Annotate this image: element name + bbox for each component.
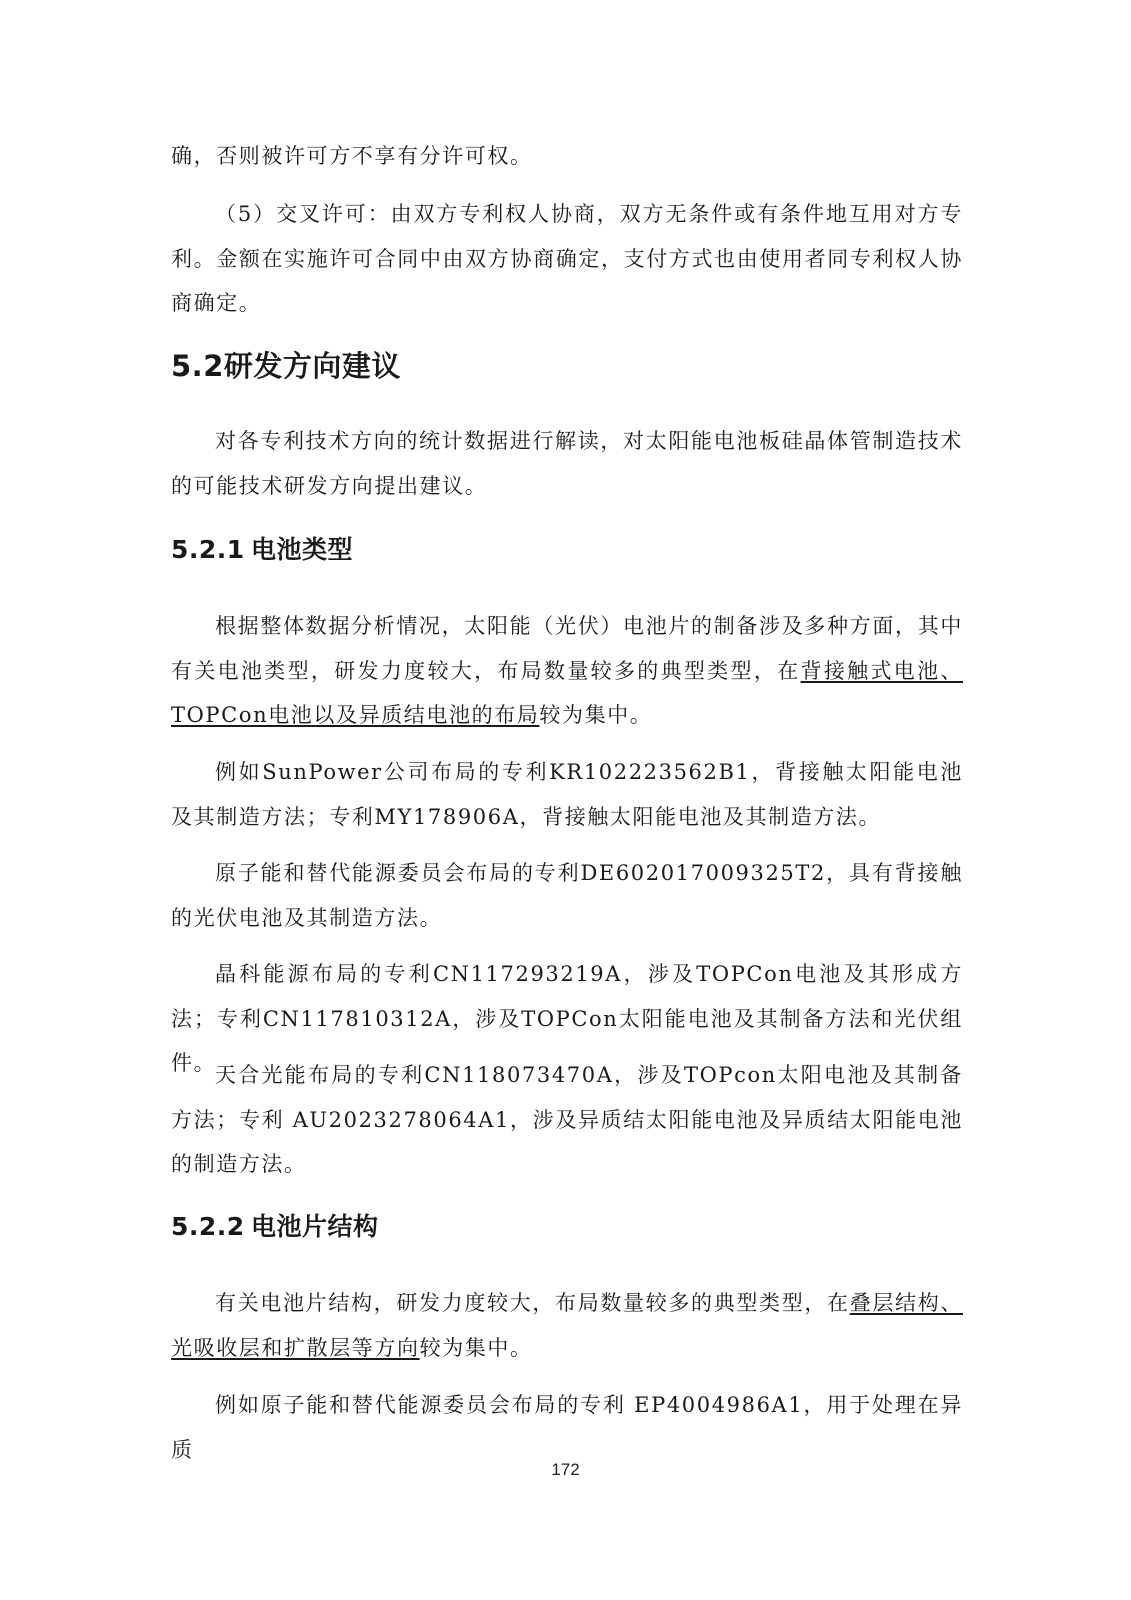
paragraph-continuation: 确，否则被许可方不享有分许可权。	[171, 144, 533, 168]
paragraph-cell-type-summary	[171, 604, 963, 738]
paragraph-cell-structure-summary	[171, 1281, 963, 1370]
section-number: 5.2.1	[171, 535, 245, 564]
section-title: 电池片结构	[251, 1212, 379, 1241]
section-title: 电池类型	[251, 535, 354, 564]
underlined-key-phrase: 叠层结构、光吸收层和扩散层等方向	[171, 1291, 963, 1360]
section-number: 5.2.2	[171, 1212, 245, 1241]
paragraph-5-2-intro: 对各专利技术方向的统计数据进行解读，对太阳能电池板硅晶体管制造技术的可能技术研发方向提出建议。	[171, 429, 963, 498]
summary-text: 有关电池片结构，研发力度较大，布局数量较多的典型类型，在	[215, 1291, 850, 1315]
underlined-key-phrase: 背接触式电池、TOPCon电池以及异质结电池的布局	[171, 658, 964, 727]
paragraph-trina-example: 天合光能布局的专利CN118073470A，涉及TOPcon太阳电池及其制备方法；专利 AU2023278064A1，涉及异质结太阳能电池及异质结太阳能电池的制造方法。	[171, 1063, 963, 1176]
summary-text: 根据整体数据分析情况，太阳能（光伏）电池片的制备涉及多种方面，其中有关电池类型，研发力度较大，布局数量较多的典型类型，在	[171, 614, 963, 683]
page-number: 172	[551, 1460, 580, 1479]
summary-text-end: 较为集中。	[419, 1335, 533, 1360]
paragraph-cea-structure-example: 例如原子能和替代能源委员会布局的专利 EP4004986A1，用于处理在异质	[171, 1393, 963, 1462]
paragraph-jinko-example: 晶科能源布局的专利CN117293219A，涉及TOPCon电池及其形成方法；专利CN117810312A，涉及TOPCon太阳能电池及其制备方法和光伏组件。	[171, 962, 963, 1075]
paragraph-cross-license: （5）交叉许可：由双方专利权人协商，双方无条件或有条件地互用对方专利。金额在实施许可合同中由双方协商确定，支付方式也由使用者同专利权人协商确定。	[171, 202, 963, 315]
section-heading-5-2-1	[171, 532, 353, 568]
section-heading-5-2-2	[171, 1209, 379, 1245]
paragraph-cea-example: 原子能和替代能源委员会布局的专利DE602017009325T2，具有背接触的光伏电池及其制造方法。	[171, 861, 963, 930]
section-heading-5-2: 5.2研发方向建议	[171, 349, 401, 383]
paragraph-sunpower-example: 例如SunPower公司布局的专利KR102223562B1，背接触太阳能电池及其制造方法；专利MY178906A，背接触太阳能电池及其制造方法。	[171, 760, 963, 829]
summary-text-end: 较为集中。	[539, 703, 653, 727]
